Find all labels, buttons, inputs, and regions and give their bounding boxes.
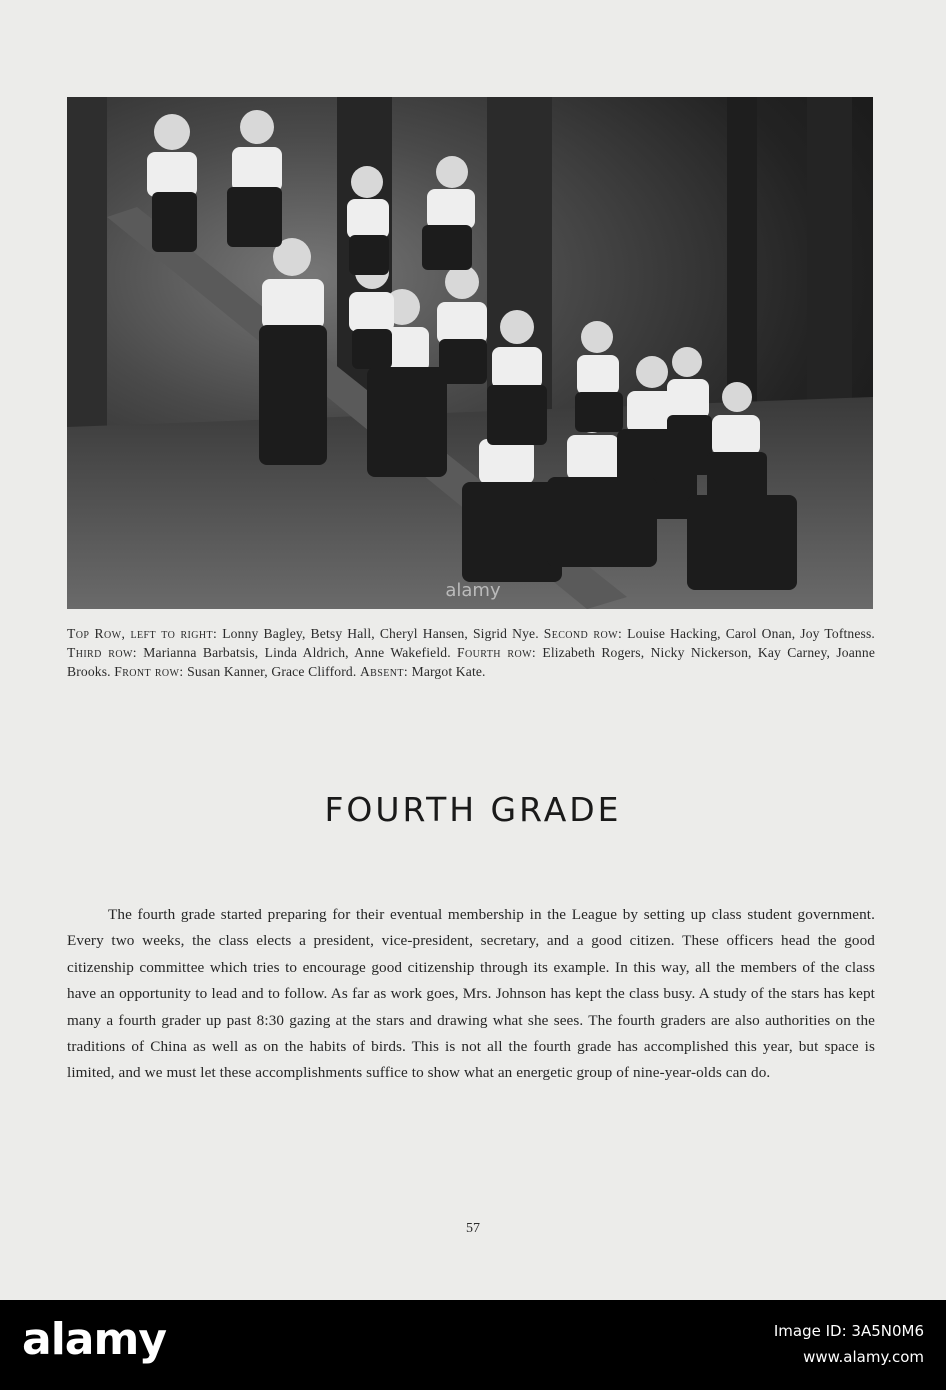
caption-row-names: Elizabeth Rogers, Nicky Nickerson, Kay Carney, Joanne Brooks.	[67, 645, 876, 679]
caption-absent-names: Margot Kate.	[408, 664, 486, 679]
page-number: 57	[466, 1221, 480, 1236]
caption-row-label: Second row:	[543, 626, 623, 641]
caption-absent-label: Absent:	[359, 664, 409, 679]
site-link[interactable]: www.alamy.com	[803, 1348, 924, 1366]
class-photo-illustration	[67, 97, 873, 609]
caption-row-label: Third row:	[67, 645, 137, 660]
caption-row-label: Front row:	[114, 664, 184, 679]
page-title: FOURTH GRADE	[324, 790, 622, 829]
caption-row-names: Marianna Barbatsis, Linda Aldrich, Anne Wakefield.	[137, 645, 458, 660]
caption-row-names: Susan Kanner, Grace Clifford.	[183, 664, 360, 679]
class-photo	[67, 97, 873, 609]
caption-row-names: Louise Hacking, Carol Onan, Joy Toftness.	[622, 626, 875, 641]
caption-row-label: Top Row, left to right:	[67, 626, 218, 641]
photo-watermark: alamy	[445, 580, 501, 601]
caption-row-label: Fourth row:	[457, 645, 537, 660]
footer-info	[774, 1318, 924, 1370]
photo-caption	[67, 624, 875, 681]
caption-row-names: Lonny Bagley, Betsy Hall, Cheryl Hansen, Sigrid Nye.	[217, 626, 544, 641]
body-paragraph: The fourth grade started preparing for their eventual membership in the League by setting up class student government. Every two weeks, the class elects a president, vice-president, secretary, and a good citizen. These officers head the good citizenship committee which tries to encourage good citizenship through its example. In this way, all the members of the class have an opportunity to lead and to follow. As far as work goes, Mrs. Johnson has kept the class busy. A study of the stars has kept many a fourth grader up past 8:30 gazing at the stars and drawing what she sees. The fourth graders are also authorities on the traditions of China as well as on the habits of birds. This is not all the fourth grade has accomplished this year, but space is limited, and we must let these accomplishments suffice to show what an energetic group of nine-year-olds can do.	[67, 906, 875, 1082]
image-id: Image ID: 3A5N0M6	[773, 1322, 924, 1340]
alamy-logo: alamy	[22, 1314, 166, 1365]
stock-footer-bar	[0, 1300, 946, 1390]
